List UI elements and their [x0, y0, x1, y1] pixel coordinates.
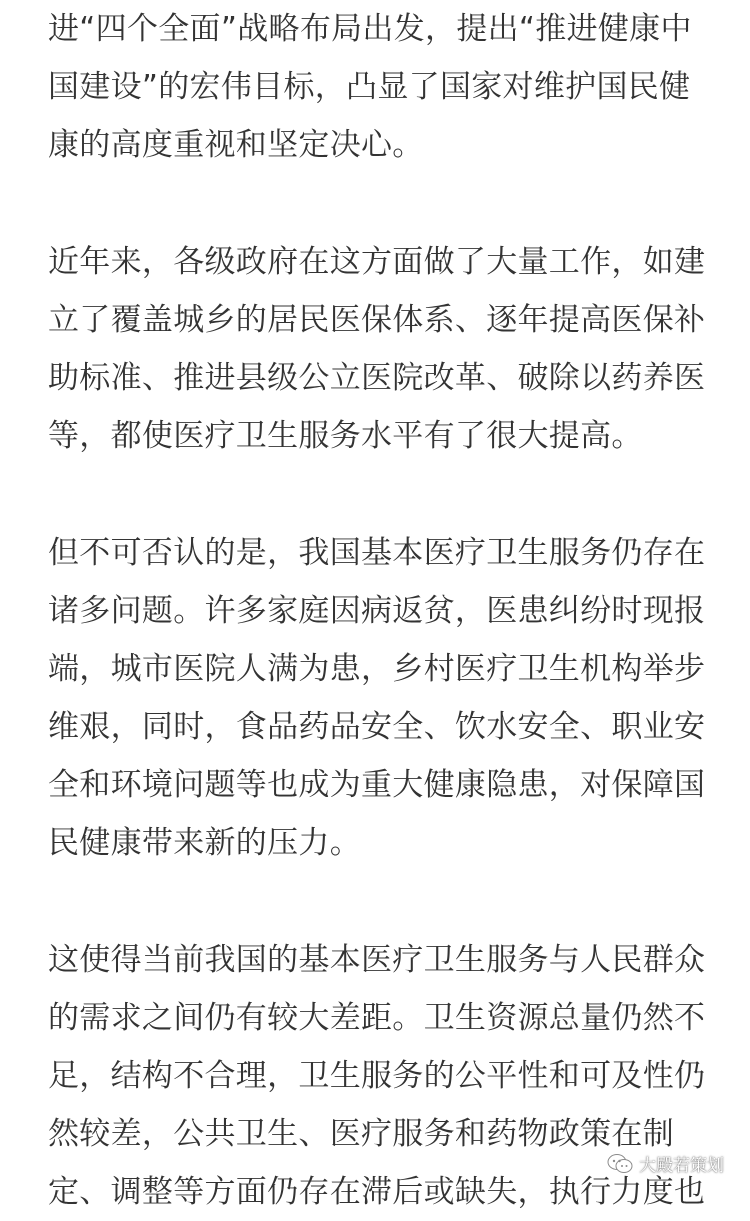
text-line: 国建设”的宏伟目标，凸显了国家对维护国民健 [48, 69, 691, 105]
text-line: 然较差，公共卫生、医疗服务和药物政策在制 [48, 1116, 674, 1152]
text-line: 进“四个全面”战略布局出发，提出“推进健康中 [48, 11, 692, 47]
wechat-icon [607, 1153, 633, 1175]
text-line: 维艰，同时，食品药品安全、饮水安全、职业安 [48, 709, 706, 745]
text-line: 康的高度重视和坚定决心。 [48, 127, 424, 163]
text-line: 等，都使医疗卫生服务水平有了很大提高。 [48, 418, 643, 454]
paragraph-2 [48, 233, 708, 465]
text-line: 足，结构不合理，卫生服务的公平性和可及性仍 [48, 1058, 706, 1094]
text-line: 这使得当前我国的基本医疗卫生服务与人民群众 [48, 942, 706, 978]
article-body [48, 0, 708, 1221]
text-line: 诸多问题。许多家庭因病返贫，医患纠纷时现报 [48, 593, 706, 629]
paragraph-1 [48, 0, 708, 174]
paragraph-3 [48, 524, 708, 872]
watermark [607, 1151, 724, 1176]
paragraph-4 [48, 931, 708, 1221]
paragraph-spacer [48, 174, 708, 233]
text-line: 的需求之间仍有较大差距。卫生资源总量仍然不 [48, 1000, 706, 1036]
text-line: 助标准、推进县级公立医院改革、破除以药养医 [48, 360, 706, 396]
text-line: 但不可否认的是，我国基本医疗卫生服务仍存在 [48, 535, 706, 571]
paragraph-spacer [48, 465, 708, 524]
text-line: 全和环境问题等也成为重大健康隐患，对保障国 [48, 767, 706, 803]
watermark-text: 大殿若策划 [639, 1156, 724, 1176]
text-line: 民健康带来新的压力。 [48, 825, 361, 861]
text-line: 近年来，各级政府在这方面做了大量工作，如建 [48, 244, 706, 280]
text-line: 定、调整等方面仍存在滞后或缺失，执行力度也 [48, 1174, 706, 1210]
text-line: 立了覆盖城乡的居民医保体系、逐年提高医保补 [48, 302, 706, 338]
text-line: 端，城市医院人满为患，乡村医疗卫生机构举步 [48, 651, 706, 687]
paragraph-spacer [48, 872, 708, 931]
